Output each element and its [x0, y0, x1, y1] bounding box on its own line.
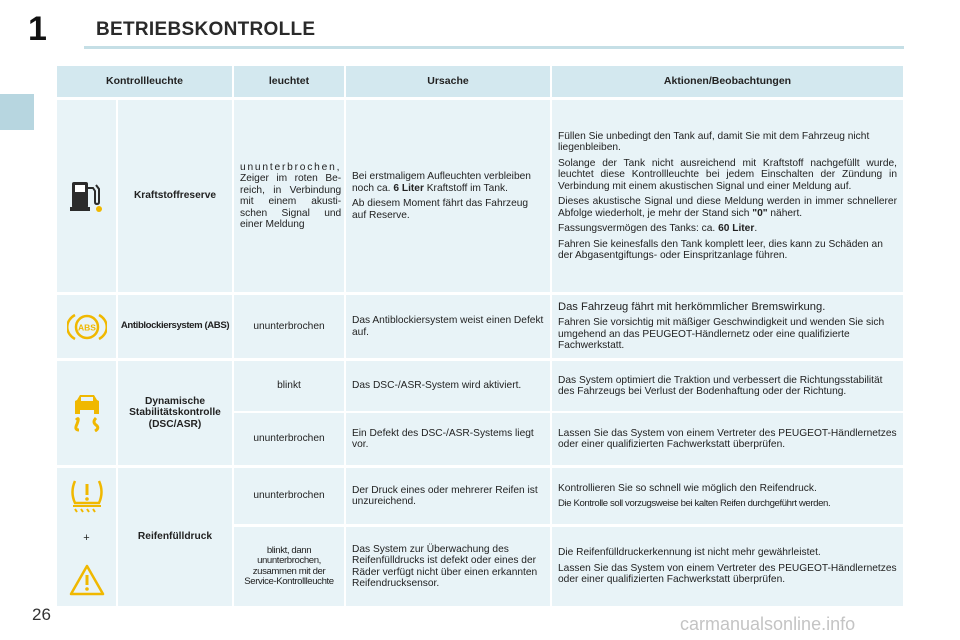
- abs-state: ununterbrochen: [234, 295, 344, 358]
- chapter-number: 1: [28, 10, 47, 48]
- dsc-action-1: Das System optimiert die Traktion und verbessert die Richtungsstabilität des Fahrzeugs bei Verlust der Bodenhaftung oder der Richtung.: [552, 361, 903, 411]
- dsc-cause-2: Ein Defekt des DSC-/ASR-Systems liegt vor.: [346, 413, 550, 465]
- tyre-icon-cell: [57, 468, 116, 606]
- fuel-pump-icon: [69, 176, 105, 216]
- tyre-pressure-icon: [68, 478, 106, 514]
- page-number: 26: [32, 605, 51, 624]
- abs-icon-text: ABS: [77, 322, 96, 332]
- fuel-state-rest: Zeiger im roten Be-reich, in Verbindung mit einem akusti-schen Signal und einer Meldung: [240, 173, 342, 230]
- chapter-tab: [0, 94, 34, 130]
- tyre-action-1: Kontrollieren Sie so schnell wie möglich den Reifendruck. Die Kontrolle soll vorzugsweise bei kalten Reifen durchgeführt werden.: [552, 468, 903, 524]
- fuel-actions: Füllen Sie unbedingt den Tank auf, damit Sie mit dem Fahrzeug nicht liegenbleiben. Solange der Tank nicht ausreichend mit Kraftstoff nachgefüllt wurde, leuchtet diese Kontrollleuchte bei jedem Einschalten der Zündung in Verbindung mit einem akustischen Signal und einer Meldung auf. Dieses akustische Signal und diese Meldung werden in immer schnellerer Abfolge wiederholt, je mehr der Stand sich "0" nähert. Fassungsvermögen des Tanks: ca. 60 Liter. Fahren Sie keinesfalls den Tank komplett leer, dies kann zu Schäden an der Abgasentgiftungs- oder Einspritzanlage führen.: [552, 100, 903, 292]
- tyre-action-2: Die Reifenfülldruckerkennung ist nicht mehr gewährleistet. Lassen Sie das System von einem Vertreter des PEUGEOT-Händlernetzes oder einer qualifizierten Fachwerkstatt überprüfen.: [552, 527, 903, 606]
- dsc-cause-1: Das DSC-/ASR-System wird aktiviert.: [346, 361, 550, 411]
- header-ursache: Ursache: [346, 66, 550, 97]
- tyre-state-1: ununterbrochen: [234, 468, 344, 524]
- title-rule: [84, 46, 904, 49]
- tyre-cause-1: Der Druck eines oder mehrerer Reifen ist unzureichend.: [346, 468, 550, 524]
- dsc-state-1: blinkt: [234, 361, 344, 411]
- page-title: BETRIEBSKONTROLLE: [96, 19, 316, 40]
- fuel-name: Kraftstoffreserve: [118, 100, 232, 292]
- abs-actions: Das Fahrzeug fährt mit herkömmlicher Bremswirkung. Fahren Sie vorsichtig mit mäßiger Geschwindigkeit und wenden Sie sich umgehend an das PEUGEOT-Händlernetz oder eine qualifizierte Fachwerkstatt.: [552, 295, 903, 358]
- dsc-icon-cell: [57, 361, 116, 465]
- plus-sign: +: [83, 532, 90, 545]
- skidding-car-icon: [70, 394, 104, 432]
- fuel-cause: Bei erstmaligem Aufleuchten verbleiben noch ca. 6 Liter Kraftstoff im Tank. Ab diesem Moment fährt das Fahrzeug auf Reserve.: [346, 100, 550, 292]
- tyre-name: Reifenfülldruck: [118, 468, 232, 606]
- tyre-cause-2: Das System zur Überwachung des Reifenfülldrucks ist defekt oder eines der Räder verfügt nicht über einen erkannten Reifendrucksensor.: [346, 527, 550, 606]
- dsc-state-2: ununterbrochen: [234, 413, 344, 465]
- warning-triangle-icon: [69, 564, 105, 596]
- tyre-state-2: blinkt, dann ununterbrochen, zusammen mit der Service-Kontrollleuchte: [234, 527, 344, 606]
- dsc-action-2: Lassen Sie das System von einem Vertreter des PEUGEOT-Händlernetzes oder einer qualifizierten Fachwerkstatt überprüfen.: [552, 413, 903, 465]
- header-leuchtet: leuchtet: [234, 66, 344, 97]
- fuel-icon-cell: [57, 100, 116, 292]
- fuel-state: [234, 100, 344, 292]
- header-kontrollleuchte: Kontrollleuchte: [57, 66, 232, 97]
- abs-name: Antiblockiersystem (ABS): [118, 295, 232, 358]
- abs-cause: Das Antiblockiersystem weist einen Defekt auf.: [346, 295, 550, 358]
- watermark: carmanualsonline.info: [680, 614, 856, 634]
- abs-warning-icon: [67, 311, 107, 343]
- dsc-name: Dynamische Stabilitätskontrolle (DSC/ASR): [118, 361, 232, 465]
- abs-icon-cell: [57, 295, 116, 358]
- fuel-state-spaced: ununterbrochen,: [240, 161, 342, 173]
- header-aktionen: Aktionen/Beobachtungen: [552, 66, 903, 97]
